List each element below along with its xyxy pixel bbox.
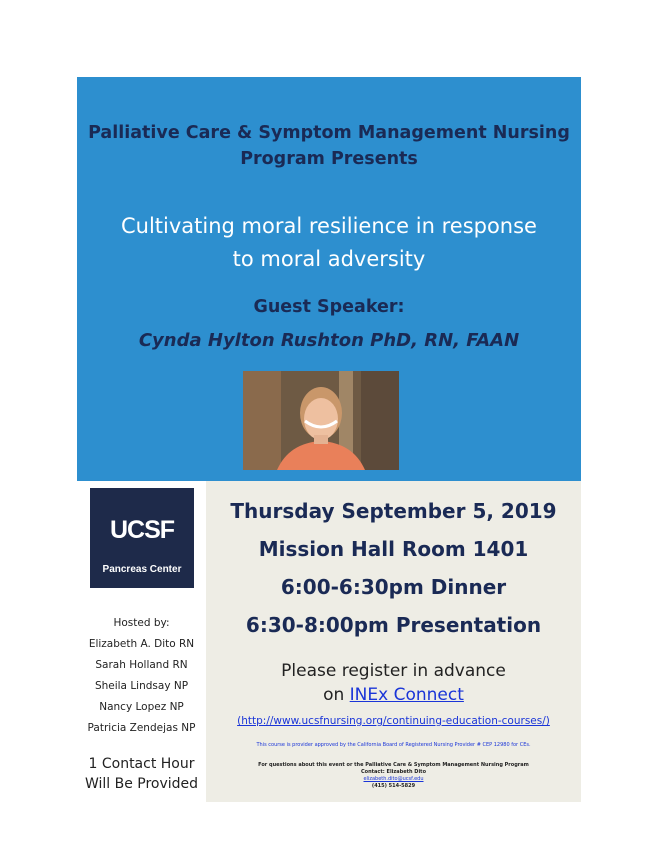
host-name: Nancy Lopez NP: [99, 701, 184, 713]
dinner-time: 6:00-6:30pm Dinner: [280, 575, 507, 599]
host-name: Elizabeth A. Dito RN: [88, 638, 195, 650]
ucsf-pancreas-center-logo: [90, 488, 194, 588]
registration-line-1: Please register in advance: [281, 661, 506, 681]
talk-title-line-1: Cultivating moral resilience in response: [121, 214, 537, 238]
event-room: Mission Hall Room 1401: [258, 537, 529, 561]
questions-line: For questions about this event or the Palliative Care & Symptom Management Nursing Program: [258, 762, 529, 768]
registration-url-link[interactable]: (http://www.ucsfnursing.org/continuing-education-courses/): [237, 715, 550, 727]
logo-subtitle: Pancreas Center: [102, 564, 182, 575]
host-name: Sarah Holland RN: [95, 659, 188, 671]
event-details-column: [206, 481, 581, 802]
header-panel: [77, 77, 581, 481]
presenting-organization: [77, 120, 581, 172]
speaker-photo: [243, 371, 399, 470]
contact-hours-line-1: 1 Contact Hour: [88, 756, 195, 772]
talk-title-line-2: to moral adversity: [232, 247, 426, 271]
contact-phone: (415) 514-5829: [371, 783, 416, 789]
guest-speaker-label: Guest Speaker:: [253, 297, 405, 317]
registration-line-2: [206, 683, 581, 707]
contact-hours-note: [77, 754, 206, 794]
hosts-label: Hosted by:: [113, 617, 170, 629]
provider-approval-note: This course is provider approved by the California Board of Registered Nursing Provider # CEP 12980 for CEs.: [256, 742, 531, 748]
speaker-name: Cynda Hylton Rushton PhD, RN, FAAN: [138, 330, 520, 351]
hosts-column: [77, 481, 206, 802]
org-line-1: Palliative Care & Symptom Management Nursing: [88, 123, 570, 143]
event-date: Thursday September 5, 2019: [230, 499, 557, 523]
details-section: [77, 481, 581, 802]
host-name: Patricia Zendejas NP: [87, 722, 196, 734]
questions-contact: [206, 762, 581, 790]
host-name: Sheila Lindsay NP: [94, 680, 189, 692]
contact-hours-line-2: Will Be Provided: [84, 776, 199, 792]
ucsf-logo-mark: UCSF: [109, 516, 175, 544]
registration-on-text: on: [323, 685, 350, 705]
registration-note: [206, 659, 581, 707]
hosts-list: [77, 613, 206, 739]
presentation-time: 6:30-8:00pm Presentation: [245, 613, 542, 637]
inex-connect-link[interactable]: INEx Connect: [349, 685, 464, 705]
event-flyer: [77, 77, 581, 802]
org-line-2: Program Presents: [240, 149, 418, 169]
contact-name: Contact: Elizabeth Dito: [361, 769, 426, 775]
talk-title: [77, 210, 581, 276]
contact-email-link[interactable]: elizabeth.dito@ucsf.edu: [363, 776, 424, 782]
